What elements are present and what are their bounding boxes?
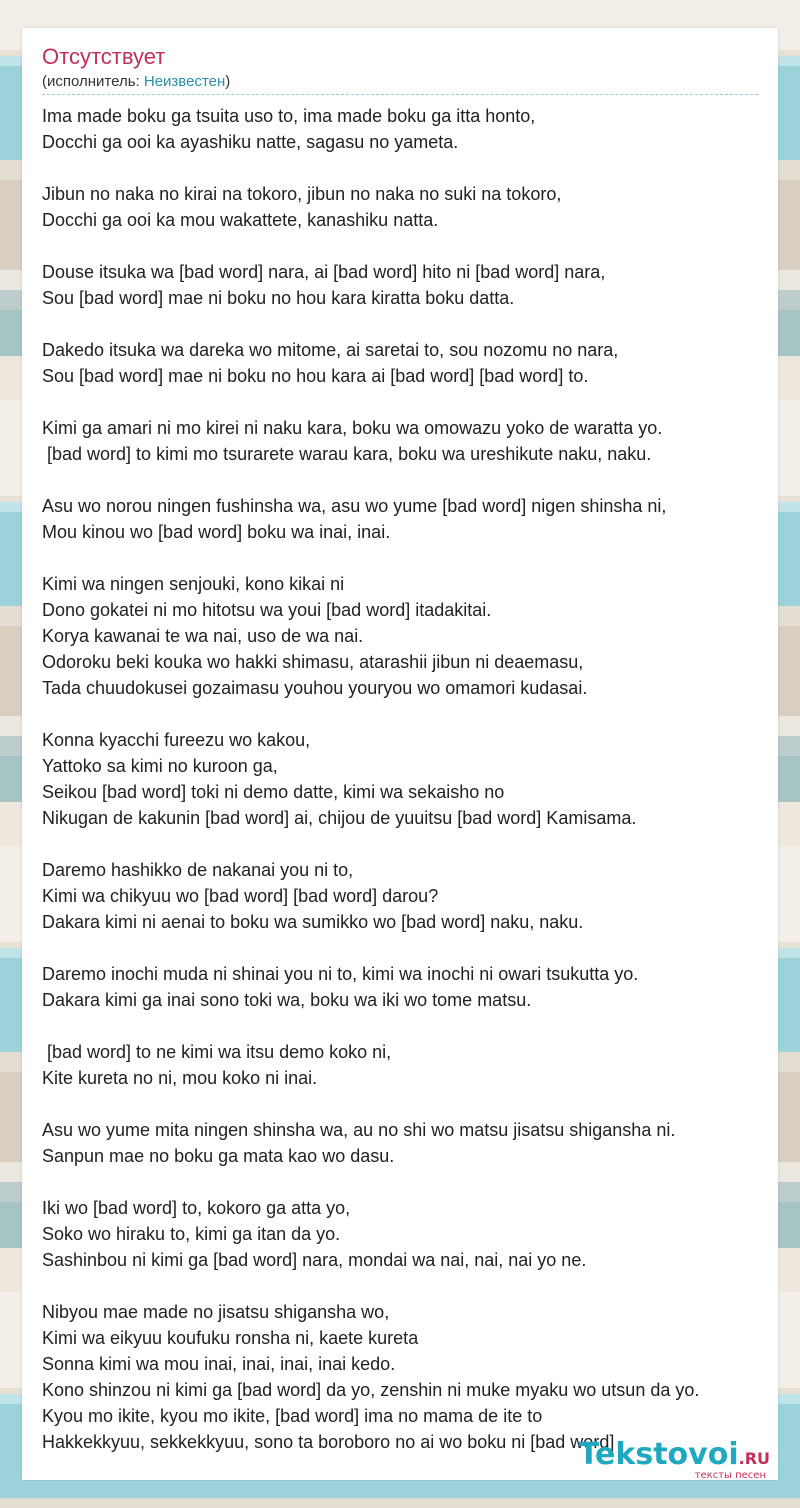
logo-tld: .RU [738,1449,770,1468]
artist-prefix: (исполнитель: [42,73,144,90]
artist-suffix: ) [225,73,231,90]
site-logo[interactable] [578,1437,770,1481]
logo-tagline: тексты песен [694,1470,766,1481]
lyrics-text: Ima made boku ga tsuita uso to, ima made boku ga itta honto, Docchi ga ooi ka ayashiku natte, sagasu no yameta. Jibun no naka no kirai na tokoro, jibun no naka no suki na tokoro, Docchi ga ooi ka mou wakattete, kanashiku natta. Douse itsuka wa [bad word] nara, ai [bad word] hito ni [bad word] nara, Sou [bad word] mae ni boku no hou kara kiratta boku datta. Dakedo itsuka wa dareka wo mitome, ai saretai to, sou nozomu no nara, Sou [bad word] mae ni boku no hou kara ai [bad word] [bad word] to. Kimi ga amari ni mo kirei ni naku kara, boku wa omowazu yoko de waratta yo. [bad word] to kimi mo tsurarete warau kara, boku wa ureshikute naku, naku. Asu wo norou ningen fushinsha wa, asu wo yume [bad word] nigen shinsha ni, Mou kinou wo [bad word] boku wa inai, inai. Kimi wa ningen senjouki, kono kikai ni Dono gokatei ni mo hitotsu wa youi [bad word] itadakitai. Korya kawanai te wa nai, uso de wa nai. Odoroku beki kouka wo hakki shimasu, atarashii jibun ni deaemasu, Tada chuudokusei gozaimasu youhou youryou wo omamori kudasai. Konna kyacchi fureezu wo kakou, Yattoko sa kimi no kuroon ga, Seikou [bad word] toki ni demo datte, kimi wa sekaisho no Nikugan de kakunin [bad word] ai, chijou de yuuitsu [bad word] Kamisama. Daremo hashikko de nakanai you ni to, Kimi wa chikyuu wo [bad word] [bad word] darou? Dakara kimi ni aenai to boku wa sumikko wo [bad word] naku, naku. Daremo inochi muda ni shinai you ni to, kimi wa inochi ni owari tsukutta yo. Dakara kimi ga inai sono toki wa, boku wa iki wo tome matsu. [bad word] to ne kimi wa itsu demo koko ni, Kite kureta no ni, mou koko ni inai. Asu wo yume mita ningen shinsha wa, au no shi wo matsu jisatsu shigansha ni. Sanpun mae no boku ga mata kao wo dasu. Iki wo [bad word] to, kokoro ga atta yo, Soko wo hiraku to, kimi ga itan da yo. Sashinbou ni kimi ga [bad word] nara, mondai wa nai, nai, nai yo ne. Nibyou mae made no jisatsu shigansha wo, Kimi wa eikyuu koufuku ronsha ni, kaete kureta Sonna kimi wa mou inai, inai, inai, inai kedo. Kono shinzou ni kimi ga [bad word] da yo, zenshin ni muke myaku wo utsun da yo. Kyou mo ikite, kyou mo ikite, [bad word] ima no mama de ite to Hakkekkyuu, sekkekkyuu, sono ta boroboro no ai wo boku ni [bad word] [42,106,700,1452]
lyrics-card [22,28,778,1480]
logo-wordmark [578,1437,770,1472]
artist-line [42,72,758,95]
artist-link[interactable]: Неизвестен [143,73,226,90]
logo-name: Tekstovoi [578,1437,739,1472]
song-title: Отсутствует [42,44,166,69]
